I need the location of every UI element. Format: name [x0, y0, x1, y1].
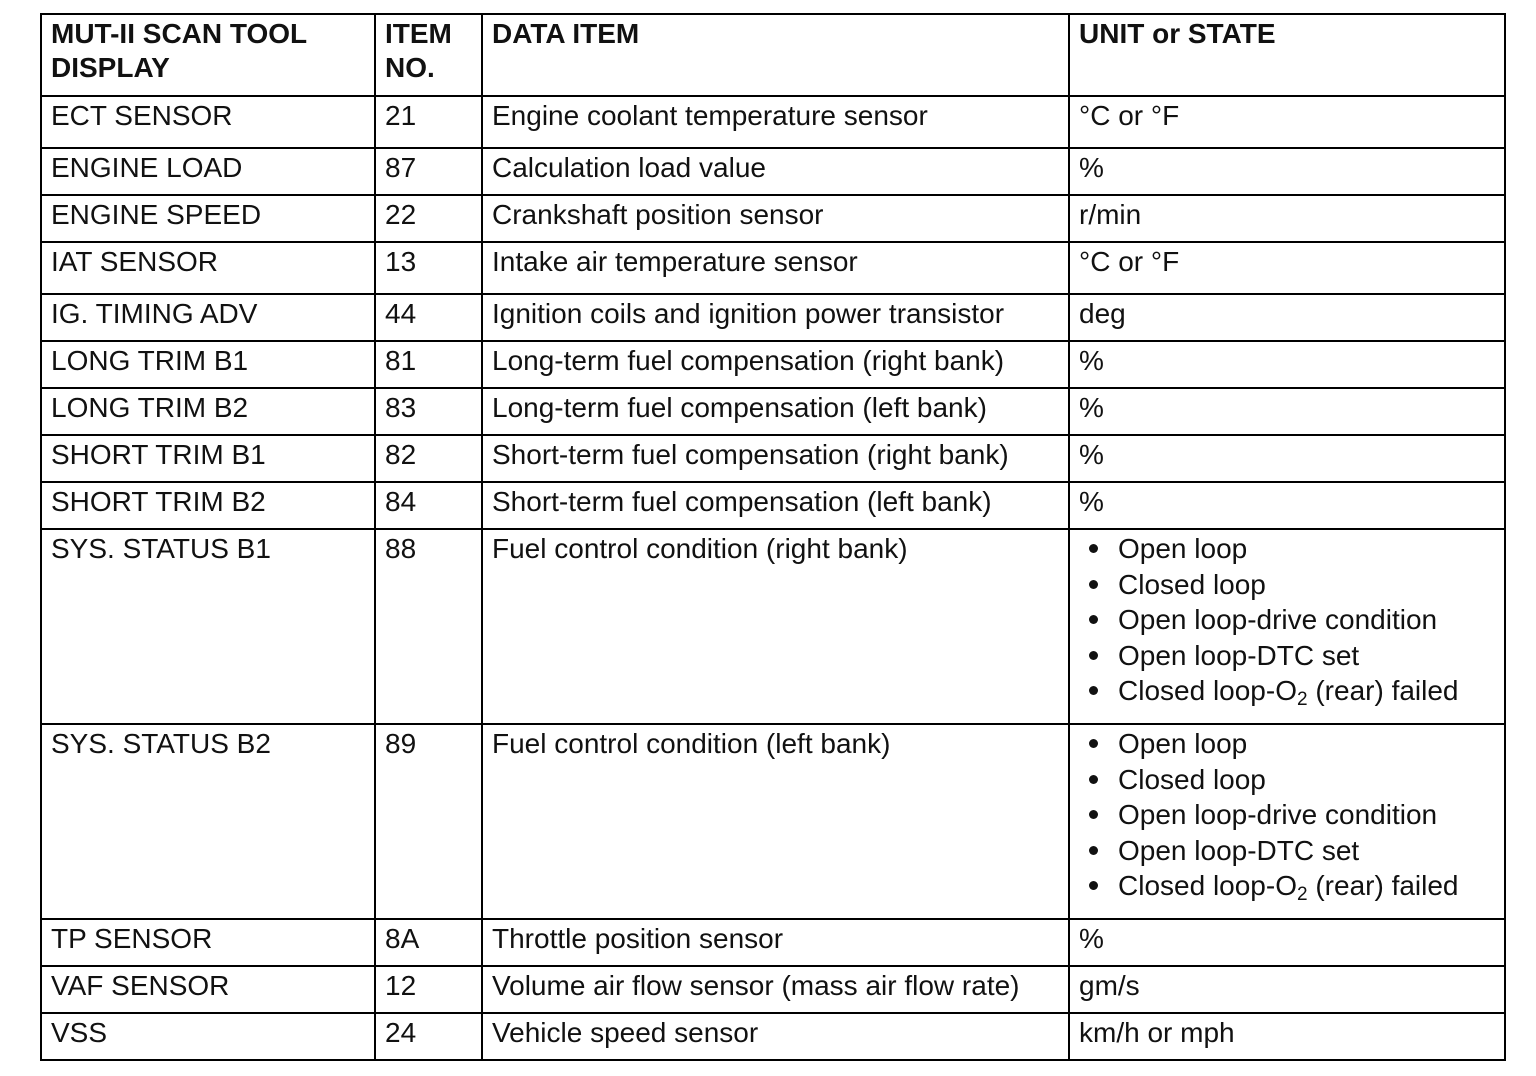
cell-unit-states: [1069, 529, 1505, 724]
cell-display: VSS: [41, 1013, 375, 1060]
cell-item-no: 8A: [375, 919, 482, 966]
cell-display: SYS. STATUS B2: [41, 724, 375, 919]
table-row: [41, 435, 1505, 482]
bullet-icon: [1089, 810, 1098, 819]
cell-display: VAF SENSOR: [41, 966, 375, 1013]
table-row: [41, 482, 1505, 529]
cell-data-item: Throttle position sensor: [482, 919, 1069, 966]
cell-display: IAT SENSOR: [41, 242, 375, 294]
cell-unit: %: [1069, 482, 1505, 529]
cell-display: ENGINE SPEED: [41, 195, 375, 242]
state-list-item: Open loop-drive condition: [1079, 797, 1496, 833]
bullet-icon: [1089, 739, 1098, 748]
cell-display: LONG TRIM B2: [41, 388, 375, 435]
table-row: [41, 195, 1505, 242]
scan-tool-data-table: [40, 13, 1506, 1061]
bullet-icon: [1089, 775, 1098, 784]
table-row: [41, 294, 1505, 341]
bullet-icon: [1089, 580, 1098, 589]
cell-unit: %: [1069, 919, 1505, 966]
cell-item-no: 13: [375, 242, 482, 294]
cell-display: TP SENSOR: [41, 919, 375, 966]
state-list: [1079, 726, 1496, 904]
cell-unit: km/h or mph: [1069, 1013, 1505, 1060]
cell-data-item: Calculation load value: [482, 148, 1069, 195]
table-row: [41, 724, 1505, 919]
bullet-icon: [1089, 881, 1098, 890]
cell-data-item: Long-term fuel compensation (left bank): [482, 388, 1069, 435]
cell-unit-states: [1069, 724, 1505, 919]
header-display: MUT-II SCAN TOOL DISPLAY: [41, 14, 375, 96]
cell-data-item: Crankshaft position sensor: [482, 195, 1069, 242]
cell-item-no: 82: [375, 435, 482, 482]
header-data-item: DATA ITEM: [482, 14, 1069, 96]
cell-unit: °C or °F: [1069, 242, 1505, 294]
header-unit: UNIT or STATE: [1069, 14, 1505, 96]
cell-data-item: Fuel control condition (left bank): [482, 724, 1069, 919]
cell-item-no: 12: [375, 966, 482, 1013]
cell-item-no: 83: [375, 388, 482, 435]
cell-data-item: Short-term fuel compensation (left bank): [482, 482, 1069, 529]
cell-display: SHORT TRIM B2: [41, 482, 375, 529]
state-list-item: Open loop-DTC set: [1079, 833, 1496, 869]
cell-data-item: Engine coolant temperature sensor: [482, 96, 1069, 148]
table-row: [41, 1013, 1505, 1060]
cell-unit: °C or °F: [1069, 96, 1505, 148]
cell-data-item: Volume air flow sensor (mass air flow rate): [482, 966, 1069, 1013]
state-list-item: Closed loop-$O_2$ (rear) failed: [1079, 868, 1496, 904]
state-list-item: Open loop-drive condition: [1079, 602, 1496, 638]
cell-item-no: 84: [375, 482, 482, 529]
state-list-item: Open loop: [1079, 531, 1496, 567]
cell-data-item: Short-term fuel compensation (right bank): [482, 435, 1069, 482]
cell-data-item: Ignition coils and ignition power transistor: [482, 294, 1069, 341]
cell-item-no: 44: [375, 294, 482, 341]
cell-display: ENGINE LOAD: [41, 148, 375, 195]
cell-data-item: Long-term fuel compensation (right bank): [482, 341, 1069, 388]
bullet-icon: [1089, 615, 1098, 624]
cell-unit: deg: [1069, 294, 1505, 341]
state-list-item: Open loop-DTC set: [1079, 638, 1496, 674]
cell-unit: %: [1069, 435, 1505, 482]
table-row: [41, 919, 1505, 966]
cell-data-item: Fuel control condition (right bank): [482, 529, 1069, 724]
state-list-item: Closed loop: [1079, 567, 1496, 603]
cell-unit: gm/s: [1069, 966, 1505, 1013]
cell-item-no: 88: [375, 529, 482, 724]
cell-data-item: Intake air temperature sensor: [482, 242, 1069, 294]
cell-unit: r/min: [1069, 195, 1505, 242]
cell-display: SYS. STATUS B1: [41, 529, 375, 724]
cell-item-no: 21: [375, 96, 482, 148]
state-list-item: Closed loop: [1079, 762, 1496, 798]
table-row: [41, 96, 1505, 148]
cell-item-no: 89: [375, 724, 482, 919]
bullet-icon: [1089, 651, 1098, 660]
state-list: [1079, 531, 1496, 709]
cell-item-no: 22: [375, 195, 482, 242]
state-list-item: Open loop: [1079, 726, 1496, 762]
table-row: [41, 341, 1505, 388]
table-header-row: [41, 14, 1505, 96]
table-row: [41, 242, 1505, 294]
bullet-icon: [1089, 544, 1098, 553]
cell-display: SHORT TRIM B1: [41, 435, 375, 482]
table-row: [41, 148, 1505, 195]
table-row: [41, 388, 1505, 435]
cell-data-item: Vehicle speed sensor: [482, 1013, 1069, 1060]
cell-display: IG. TIMING ADV: [41, 294, 375, 341]
bullet-icon: [1089, 846, 1098, 855]
cell-item-no: 24: [375, 1013, 482, 1060]
table-row: [41, 529, 1505, 724]
cell-item-no: 81: [375, 341, 482, 388]
bullet-icon: [1089, 686, 1098, 695]
header-item-no: ITEM NO.: [375, 14, 482, 96]
cell-display: LONG TRIM B1: [41, 341, 375, 388]
cell-display: ECT SENSOR: [41, 96, 375, 148]
cell-unit: %: [1069, 341, 1505, 388]
table-row: [41, 966, 1505, 1013]
cell-unit: %: [1069, 388, 1505, 435]
cell-item-no: 87: [375, 148, 482, 195]
cell-unit: %: [1069, 148, 1505, 195]
state-list-item: Closed loop-$O_2$ (rear) failed: [1079, 673, 1496, 709]
